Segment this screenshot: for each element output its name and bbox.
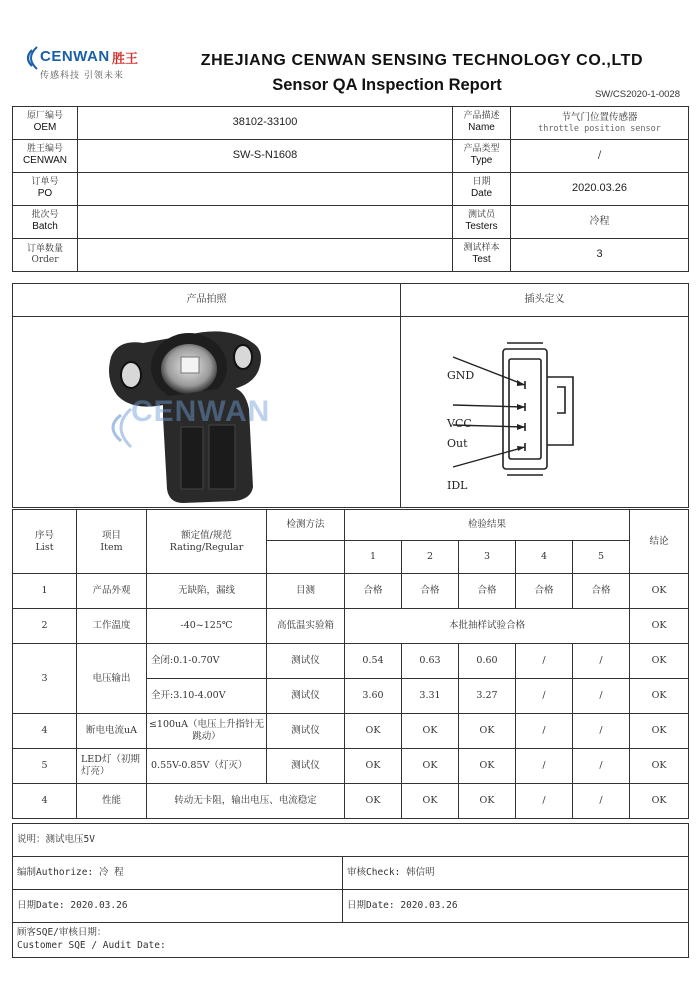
cenwan-value: SW-S-N1608 <box>78 140 453 173</box>
row-no: 5 <box>13 749 77 784</box>
row-method: 测试仪 <box>267 749 345 784</box>
row-conclusion: OK <box>630 679 689 714</box>
row-spec: 转动无卡阻，输出电压、电流稳定 <box>147 784 345 819</box>
product-photo <box>13 317 401 508</box>
cenwan-label: 胜王编号 CENWAN <box>13 140 78 173</box>
row-result: OK <box>402 749 459 784</box>
row-no: 3 <box>13 644 77 714</box>
header-method-blank <box>267 541 345 574</box>
row-result: OK <box>345 749 402 784</box>
document-number: SW/CS2020-1-0028 <box>594 89 680 100</box>
row-result: / <box>516 749 573 784</box>
row-conclusion: OK <box>630 574 689 609</box>
row-result: / <box>573 749 630 784</box>
header-num-1: 1 <box>345 541 402 574</box>
row-spec: 全闭:0.1-0.70V <box>147 644 267 679</box>
row-item: 性能 <box>77 784 147 819</box>
header-rating: 额定值/规范 Rating/Regular <box>147 510 267 574</box>
author-date-cell: 日期Date: 2020.03.26 <box>13 890 343 923</box>
row-method: 测试仪 <box>267 714 345 749</box>
row-result: 合格 <box>573 574 630 609</box>
row-conclusion: OK <box>630 784 689 819</box>
order-value <box>78 239 453 272</box>
logo-text-en: CENWAN <box>40 48 110 65</box>
table-row <box>13 749 689 784</box>
oem-value: 38102-33100 <box>78 107 453 140</box>
row-no: 2 <box>13 609 77 644</box>
header-num-4: 4 <box>516 541 573 574</box>
name-value: 节气门位置传感器 throttle position sensor <box>511 107 689 140</box>
photo-pin-table <box>12 283 689 508</box>
po-value <box>78 173 453 206</box>
row-result: 3.60 <box>345 679 402 714</box>
header-num-2: 2 <box>402 541 459 574</box>
row-conclusion: OK <box>630 749 689 784</box>
company-name: ZHEJIANG CENWAN SENSING TECHNOLOGY CO.,LTD <box>200 52 644 69</box>
header-num-5: 5 <box>573 541 630 574</box>
row-result: OK <box>459 714 516 749</box>
pin-label-vcc: VCC <box>447 417 472 430</box>
row-result: 合格 <box>402 574 459 609</box>
date-value: 2020.03.26 <box>511 173 689 206</box>
pin-label-idl: IDL <box>447 479 468 492</box>
row-result: 0.60 <box>459 644 516 679</box>
header-list: 序号 List <box>13 510 77 574</box>
row-result: 0.54 <box>345 644 402 679</box>
table-row <box>13 714 689 749</box>
row-result: OK <box>402 714 459 749</box>
header-num-3: 3 <box>459 541 516 574</box>
row-method: 测试仪 <box>267 644 345 679</box>
row-result: OK <box>345 784 402 819</box>
header-result: 检验结果 <box>345 510 630 541</box>
test-value: 3 <box>511 239 689 272</box>
company-logo <box>18 44 168 86</box>
row-conclusion: OK <box>630 609 689 644</box>
row-item: 断电电流uA <box>77 714 147 749</box>
pin-diagram <box>401 317 689 508</box>
signature-table <box>12 823 689 958</box>
row-no: 4 <box>13 784 77 819</box>
row-spec: 无缺陷，漏线 <box>147 574 267 609</box>
batch-value <box>78 206 453 239</box>
connector-diagram <box>401 317 687 507</box>
row-result: 3.31 <box>402 679 459 714</box>
logo-slogan: 传感科技 引领未来 <box>40 71 124 81</box>
author-name: 冷 程 <box>98 867 124 879</box>
row-conclusion: OK <box>630 644 689 679</box>
row-result: OK <box>402 784 459 819</box>
row-result: 合格 <box>459 574 516 609</box>
signal-wave-icon <box>18 46 40 70</box>
table-row <box>13 609 689 644</box>
row-item: 工作温度 <box>77 609 147 644</box>
row-spec: ≤100uA（电压上升指针无跳动） <box>147 714 267 749</box>
row-item: 产品外观 <box>77 574 147 609</box>
type-value: / <box>511 140 689 173</box>
pin-label-out: Out <box>447 437 468 450</box>
testers-label: 测试员 Testers <box>453 206 511 239</box>
batch-label: 批次号 Batch <box>13 206 78 239</box>
test-label: 测试样本 Test <box>453 239 511 272</box>
row-result: / <box>573 714 630 749</box>
table-row <box>13 784 689 819</box>
row-result: OK <box>459 784 516 819</box>
name-label: 产品描述 Name <box>453 107 511 140</box>
oem-label: 原厂编号 OEM <box>13 107 78 140</box>
remark: 说明：测试电压5V <box>13 824 689 857</box>
report-title: Sensor QA Inspection Report <box>272 76 502 94</box>
row-result: 合格 <box>345 574 402 609</box>
row-item: LED灯（初期灯亮） <box>77 749 147 784</box>
check-date-cell: 日期Date: 2020.03.26 <box>343 890 689 923</box>
row-spec: 0.55V-0.85V（灯灭） <box>147 749 267 784</box>
row-spec: -40~125℃ <box>147 609 267 644</box>
check-cell: 审核Check: 韩信明 <box>343 857 689 890</box>
row-result: 合格 <box>516 574 573 609</box>
row-result: 3.27 <box>459 679 516 714</box>
header-conclusion: 结论 <box>630 510 689 574</box>
row-result: / <box>573 644 630 679</box>
pin-label-gnd: GND <box>447 369 475 382</box>
row-result: / <box>573 679 630 714</box>
photo-title: 产品拍照 <box>13 284 401 317</box>
qa-table <box>12 509 689 819</box>
header-item: 项目 Item <box>77 510 147 574</box>
row-result: OK <box>459 749 516 784</box>
logo-text-cn: 胜王 <box>112 52 139 67</box>
row-method: 测试仪 <box>267 679 345 714</box>
author-cell: 编制Authorize: 冷 程 <box>13 857 343 890</box>
row-conclusion: OK <box>630 714 689 749</box>
row-result: 0.63 <box>402 644 459 679</box>
row-result: / <box>516 714 573 749</box>
row-no: 1 <box>13 574 77 609</box>
row-spec: 全开:3.10-4.00V <box>147 679 267 714</box>
pin-title: 插头定义 <box>401 284 689 317</box>
row-result: / <box>573 784 630 819</box>
info-table <box>12 106 689 272</box>
type-label: 产品类型 Type <box>453 140 511 173</box>
testers-value: 冷程 <box>511 206 689 239</box>
check-name: 韩信明 <box>406 867 435 879</box>
row-result: OK <box>345 714 402 749</box>
header-method: 检测方法 <box>267 510 345 541</box>
row-item: 电压输出 <box>77 644 147 714</box>
customer-audit-cell: 顾客SQE/审核日期： Customer SQE / Audit Date: <box>13 923 689 958</box>
date-label: 日期 Date <box>453 173 511 206</box>
order-label: 订单数量 Order <box>13 239 78 272</box>
row-result: / <box>516 679 573 714</box>
table-row <box>13 644 689 679</box>
row-method: 目测 <box>267 574 345 609</box>
photo-watermark: CENWAN <box>131 395 271 428</box>
row-result: / <box>516 644 573 679</box>
row-no: 4 <box>13 714 77 749</box>
row-result-merged: 本批抽样试验合格 <box>345 609 630 644</box>
row-result: / <box>516 784 573 819</box>
po-label: 订单号 PO <box>13 173 78 206</box>
row-method: 高低温实验箱 <box>267 609 345 644</box>
table-row <box>13 574 689 609</box>
